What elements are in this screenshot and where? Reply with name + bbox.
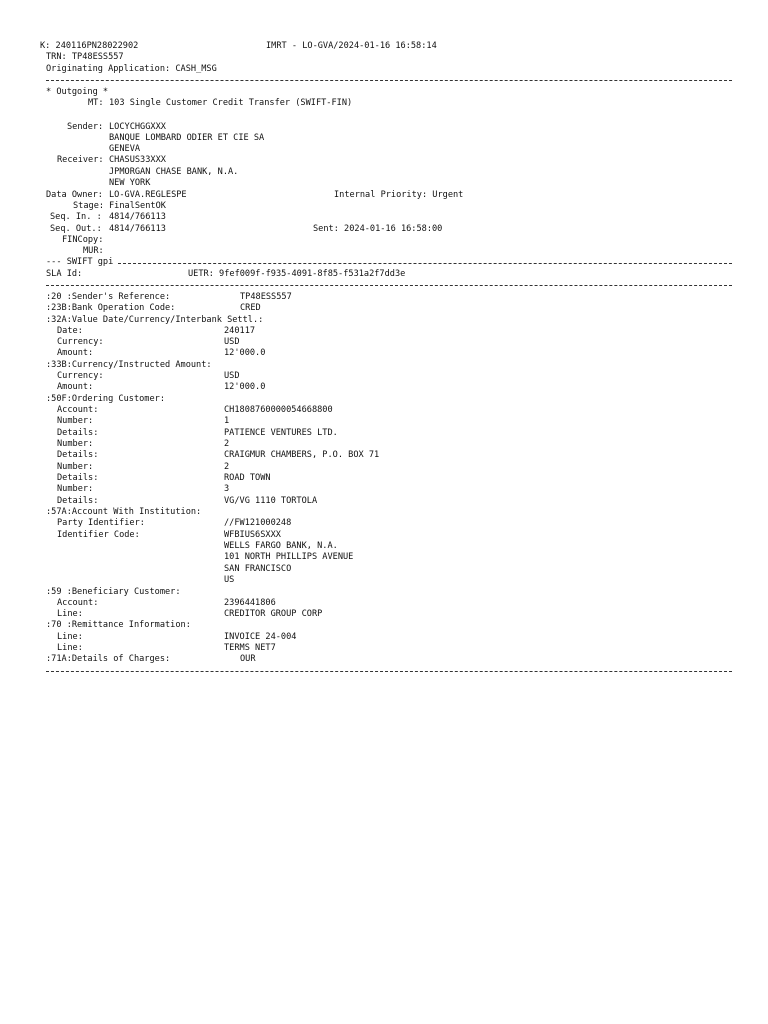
- receiver-name: JPMORGAN CHASE BANK, N.A.: [109, 167, 239, 177]
- field-59-label: :59 :Beneficiary Customer:: [46, 587, 181, 597]
- field-23b-label: :23B:Bank Operation Code:: [46, 303, 176, 313]
- account-value: CH1808760000054668800: [224, 405, 333, 415]
- field-33b-label: :33B:Currency/Instructed Amount:: [46, 360, 212, 370]
- sent-timestamp: Sent: 2024-01-16 16:58:00: [313, 224, 443, 234]
- swift-gpi-header: --- SWIFT gpi: [46, 257, 114, 267]
- sla-id-label: SLA Id:: [46, 269, 83, 279]
- imrt-timestamp: IMRT - LO-GVA/2024-01-16 16:58:14: [266, 41, 437, 51]
- number-value: 3: [224, 484, 230, 494]
- data-owner-label: Data Owner:: [46, 190, 103, 200]
- details-label: Details:: [57, 450, 99, 460]
- field-50f-label: :50F:Ordering Customer:: [46, 394, 165, 404]
- details-value: ROAD TOWN: [224, 473, 271, 483]
- number-label: Number:: [57, 439, 94, 449]
- identifier-address: 101 NORTH PHILLIPS AVENUE: [224, 552, 354, 562]
- field-23b-value: CRED: [240, 303, 261, 313]
- number-value: 1: [224, 416, 230, 426]
- currency-value: USD: [224, 337, 240, 347]
- mur-label: MUR:: [83, 246, 104, 256]
- party-identifier-label: Party Identifier:: [57, 518, 145, 528]
- field-71a-label: :71A:Details of Charges:: [46, 654, 171, 664]
- identifier-country: US: [224, 575, 235, 585]
- field-57a-label: :57A:Account With Institution:: [46, 507, 202, 517]
- field-71a-value: OUR: [240, 654, 256, 664]
- details-value: PATIENCE VENTURES LTD.: [224, 428, 338, 438]
- beneficiary-name: CREDITOR GROUP CORP: [224, 609, 323, 619]
- line-label: Line:: [57, 632, 83, 642]
- field-20-label: :20 :Sender's Reference:: [46, 292, 171, 302]
- field-20-value: TP48ESS557: [240, 292, 292, 302]
- instructed-amount-value: 12'000.0: [224, 382, 266, 392]
- message-key: K: 240116PN28022902: [40, 41, 139, 51]
- date-value: 240117: [224, 326, 256, 336]
- field-32a-label: :32A:Value Date/Currency/Interbank Settl.:: [46, 315, 264, 325]
- seq-in-value: 4814/766113: [109, 212, 166, 222]
- divider: [46, 285, 732, 286]
- divider: [46, 80, 732, 81]
- stage-label: Stage:: [73, 201, 105, 211]
- receiver-bic: CHASUS33XXX: [109, 155, 166, 165]
- number-value: 2: [224, 439, 230, 449]
- originating-application: Originating Application: CASH_MSG: [46, 64, 217, 74]
- identifier-city: SAN FRANCISCO: [224, 564, 292, 574]
- mt-value: 103 Single Customer Credit Transfer (SWIFT-FIN): [109, 98, 353, 108]
- divider: [46, 671, 732, 672]
- identifier-code-bic: WFBIUS6SXXX: [224, 530, 281, 540]
- date-label: Date:: [57, 326, 83, 336]
- identifier-code-label: Identifier Code:: [57, 530, 140, 540]
- gpi-divider: [118, 263, 732, 264]
- currency-label: Currency:: [57, 337, 104, 347]
- sender-city: GENEVA: [109, 144, 141, 154]
- amount-label: Amount:: [57, 348, 94, 358]
- internal-priority: Internal Priority: Urgent: [334, 190, 464, 200]
- details-label: Details:: [57, 473, 99, 483]
- fincopy-label: FINCopy:: [62, 235, 104, 245]
- mt-label: MT:: [88, 98, 104, 108]
- seq-out-label: Seq. Out.:: [50, 224, 102, 234]
- instructed-currency-value: USD: [224, 371, 240, 381]
- details-label: Details:: [57, 496, 99, 506]
- amount-label: Amount:: [57, 382, 94, 392]
- remittance-line-1: INVOICE 24-004: [224, 632, 297, 642]
- line-label: Line:: [57, 609, 83, 619]
- details-value: CRAIGMUR CHAMBERS, P.O. BOX 71: [224, 450, 380, 460]
- outgoing-title: * Outgoing *: [46, 87, 109, 97]
- number-value: 2: [224, 462, 230, 472]
- number-label: Number:: [57, 484, 94, 494]
- beneficiary-account-value: 2396441806: [224, 598, 276, 608]
- details-label: Details:: [57, 428, 99, 438]
- currency-label: Currency:: [57, 371, 104, 381]
- sender-label: Sender:: [67, 122, 104, 132]
- trn-reference: TRN: TP48ESS557: [46, 52, 124, 62]
- seq-in-label: Seq. In. :: [50, 212, 102, 222]
- number-label: Number:: [57, 462, 94, 472]
- sender-bic: LOCYCHGGXXX: [109, 122, 166, 132]
- details-value: VG/VG 1110 TORTOLA: [224, 496, 318, 506]
- beneficiary-account-label: Account:: [57, 598, 99, 608]
- line-label: Line:: [57, 643, 83, 653]
- data-owner-value: LO-GVA.REGLESPE: [109, 190, 187, 200]
- seq-out-value: 4814/766113: [109, 224, 166, 234]
- remittance-line-2: TERMS NET7: [224, 643, 276, 653]
- amount-value: 12'000.0: [224, 348, 266, 358]
- receiver-label: Receiver:: [57, 155, 104, 165]
- receiver-city: NEW YORK: [109, 178, 151, 188]
- identifier-bank-name: WELLS FARGO BANK, N.A.: [224, 541, 338, 551]
- sender-name: BANQUE LOMBARD ODIER ET CIE SA: [109, 133, 265, 143]
- field-70-label: :70 :Remittance Information:: [46, 620, 191, 630]
- uetr: UETR: 9fef009f-f935-4091-8f85-f531a2f7dd3e: [188, 269, 406, 279]
- account-label: Account:: [57, 405, 99, 415]
- stage-value: FinalSentOK: [109, 201, 166, 211]
- party-identifier-value: //FW121000248: [224, 518, 292, 528]
- number-label: Number:: [57, 416, 94, 426]
